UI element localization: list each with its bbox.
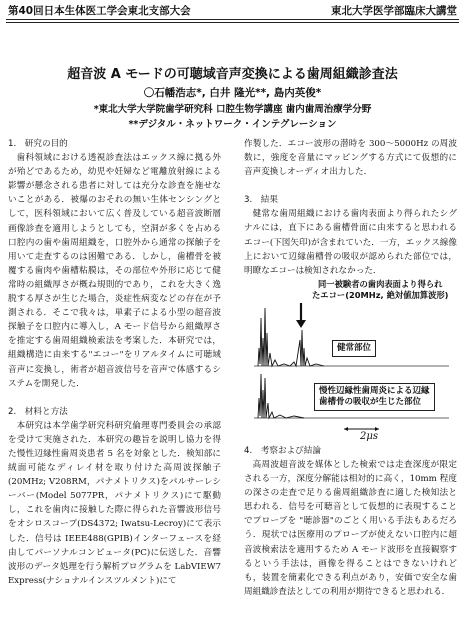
echo-waveforms xyxy=(244,278,457,444)
conference-name: 第40回日本生体医工学会東北支部大会 xyxy=(8,5,191,17)
figure-caption-line-1: 同一被験者の歯肉表面より得られ xyxy=(318,278,443,289)
header-rule xyxy=(6,19,459,20)
affiliation-1: *東北大学大学院歯学研究科 口腔生物学講座 歯内歯周治療学分野 xyxy=(93,104,372,115)
figure-caption-line-2: たエコー(20MHz, 絶対値加算波形) xyxy=(312,289,449,300)
scale-label: 2μs xyxy=(360,430,378,442)
perio-label-line-2: 歯槽骨の吸収が生じた部位 xyxy=(319,396,422,407)
perio-label-line-1: 慢性辺縁性歯周炎による辺縁 xyxy=(319,385,430,396)
paper-title: 超音波 A モードの可聴域音声変換による歯周組織診査法 xyxy=(67,67,398,82)
venue-name: 東北大学医学部臨床大講堂 xyxy=(331,5,457,17)
section-3-heading: 3. 結果 xyxy=(244,195,278,206)
affiliation-2: **デジタル・ネットワーク・インテグレーション xyxy=(128,119,337,130)
header-rule-thin xyxy=(6,22,459,23)
left-column xyxy=(8,137,221,588)
echo-figure xyxy=(244,278,457,444)
section-3-body: 健常な歯周組織における歯肉表面より得られたシグナルには，直下にある歯槽骨面に由来すると思われるエコー(下図矢印)が含まれていた．一方，エックス線像上において辺縁歯槽骨の吸収が認められた部位では，明瞭なエコーは検知されなかった． xyxy=(244,209,457,276)
section-1-heading: 1. 研究の目的 xyxy=(8,139,68,149)
author-list: 〇石幡浩志*, 白井 隆光**, 島内英俊* xyxy=(143,87,322,99)
periodontitis-site-label xyxy=(314,383,435,411)
figure-caption xyxy=(312,279,448,301)
healthy-echo-trace xyxy=(258,308,324,366)
section-4-body: 高周波超音波を媒体とした検索では走査深度が限定される一方，深度分解能は相対的に高く，10mm 程度の深さの走査で足りる歯周組織診査に適した検知法と思われる．信号を可聴音として仮想的に表現することでプローブを "聴診器"のごとく用いる手法もあるだろう．現状では医療用のプローブが使えない口腔内に超音波検索法を適用するため A モード波形を直接観察するという手法は，画像を得ることはできないけれども，装置を簡素化できる利点があり，安価で安全な歯周組織診査法としての利用が期待できると思われる． xyxy=(244,459,457,597)
perio-echo-trace xyxy=(258,374,304,418)
right-column xyxy=(244,137,457,599)
section-2-heading: 2. 材料と方法 xyxy=(8,406,68,417)
section-4-heading: 4. 考察および結論 xyxy=(244,445,321,456)
arrow-head-icon xyxy=(296,320,306,328)
section-1-body: 歯科領域における透視診査法はエックス線に拠る外が殆どであるため，幼児や妊婦など電離放射線による影響が懸念される患者に対しては充分な診査を施せないことがある．被爆のおそれの無い生体センシングとして，医科領域において広く普及している超音波断層画像診査を適用しようとしても，空洞が多くを占める口腔内の歯や歯周組織を，口腔外から通常の探触子を用いて走査するのは困難である．しかし，歯槽骨を被覆する歯肉や歯槽粘膜は，その部位や外形に応じて健常時の組織厚さが概ね規則的であり，これを大きく逸脱する厚さが生じた場合，炎症性病変などの存在が予測される．そこで我々は，単素子による小型の超音波探触子を口腔内に導入し，A モード信号から組織厚さを推定する歯周組織検索法を考案した．本研究では，組織構造に由来する"エコー"をリアルタイムに可聴域音声に変換し，術者が超音波信号を音声で体感するシステムを開発した． xyxy=(8,153,221,389)
section-2-body: 本研究は本学歯学研究科研究倫理専門委員会の承認を受けて実施された．本研究の趣旨を説明し協力を得た慢性辺縁性歯周炎患者 5 名を対象とした．検知部に絨面可能なディレイ材を取り付けた高周波探触子(20MHz; V208RM，パナメトリクス)をパルサーレシーバー(Model 5077PR，パナメトリクス)にて駆動し，これを歯肉に接触した際に得られた音響波形信号をオシロスコープ(DS4372; Iwatsu-Lecroy)にて表示した．信号は IEEE488(GPIB)インターフェースを経由してパーソナルコンピュータ(PC)に伝送した．音響波形のデータ処理を行う解析プログラムを LabVIEW7 Express(ナショナルインスツルメント)にて xyxy=(8,420,221,586)
section-2-continued: 作製した．エコー波形の潜時を 300〜5000Hz の周波数に，強度を音量にマッピングする方式にて仮想的に音声変換しオーディオ出力した． xyxy=(244,139,457,178)
healthy-site-label: 健常部位 xyxy=(332,340,376,357)
